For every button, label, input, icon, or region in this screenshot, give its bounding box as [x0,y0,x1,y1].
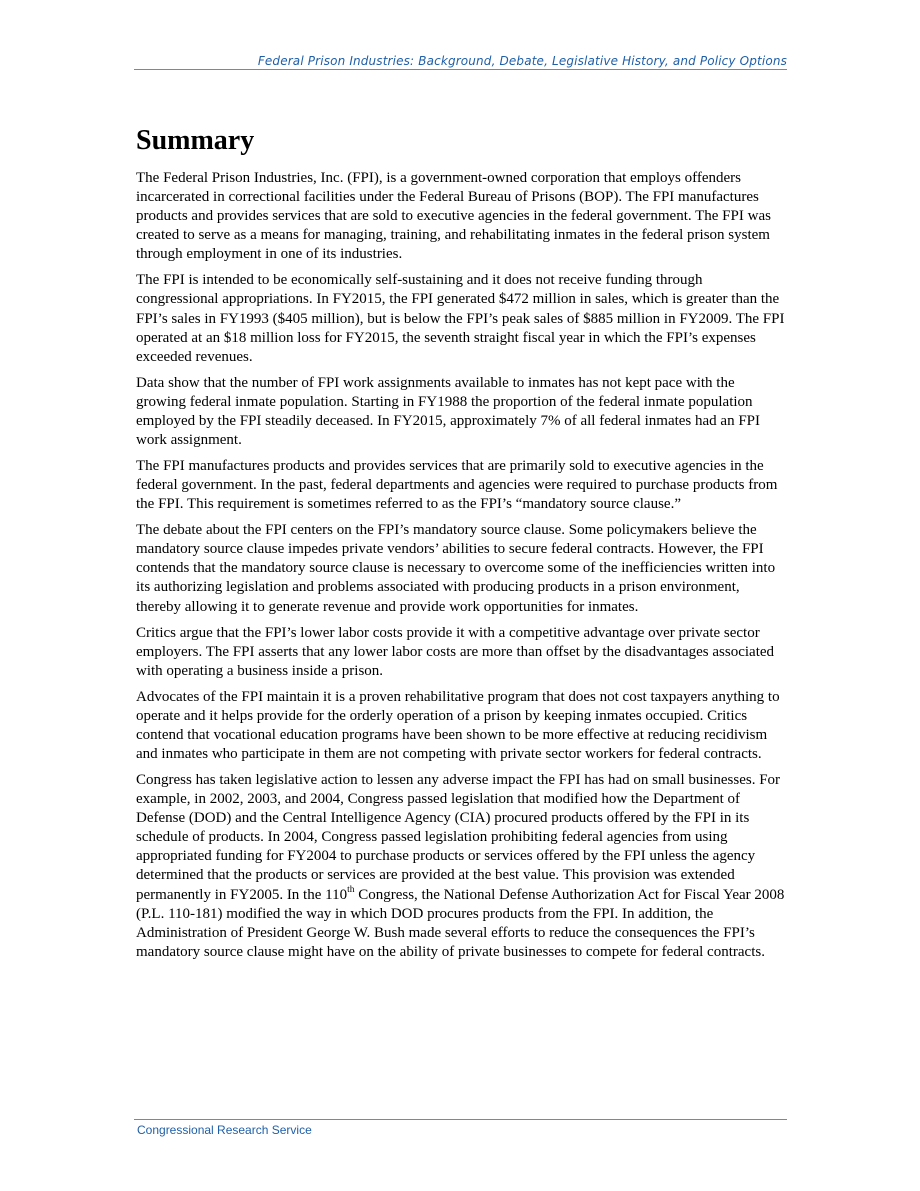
summary-paragraph-6: Critics argue that the FPI’s lower labor costs provide it with a competitive advantage over private sector employers. The FPI asserts that any lower labor costs are more than offset by the disadvantages associated with operating a business inside a prison. [136,624,775,679]
section-title: Summary [136,125,255,156]
summary-paragraph-2: The FPI is intended to be economically self-sustaining and it does not receive funding through congressional appropriations. In FY2015, the FPI generated $472 million in sales, which is greater than the FPI’s sales in FY1993 ($405 million), but is below the FPI’s peak sales of $885 million in FY2009. The FPI operated at an $18 million loss for FY2015, the seventh straight fiscal year in which the FPI’s expenses exceeded revenues. [136,272,785,365]
summary-paragraph-1: The Federal Prison Industries, Inc. (FPI), is a government-owned corporation that employs offenders incarcerated in correctional facilities under the Federal Bureau of Prisons (BOP). The FPI manufactures products and provides services that are sold to executive agencies in the federal government. The FPI was created to serve as a means for managing, training, and rehabilitating inmates in the federal prison system through employment in one of its industries. [136,170,771,263]
summary-paragraph-8 [136,771,788,962]
summary-paragraph-7: Advocates of the FPI maintain it is a proven rehabilitative program that does not cost taxpayers anything to operate and it helps provide for the orderly operation of a prison by keeping inmates occupied. Critics contend that vocational education programs have been shown to be more effective at reducing recidivism and inmates who participate in them are not competing with private sector workers for federal contracts. [136,688,780,762]
summary-paragraph-3: Data show that the number of FPI work assignments available to inmates has not kept pace with the growing federal inmate population. Starting in FY1988 the proportion of the federal inmate population employed by the FPI steadily deceased. In FY2015, approximately 7% of all federal inmates had an FPI work assignment. [136,374,761,448]
ordinal-superscript: th [347,884,355,895]
summary-paragraph-5: The debate about the FPI centers on the FPI’s mandatory source clause. Some policymakers believe the mandatory source clause impedes private vendors’ abilities to secure federal contracts. However, the FPI contends that the mandatory source clause is necessary to overcome some of the inefficiencies written into its authorizing legislation and problems associated with producing products in a prison environment, thereby allowing it to generate revenue and provide work opportunities for inmates. [136,522,776,615]
summary-paragraph-4: The FPI manufactures products and provides services that are primarily sold to executive agencies in the federal government. In the past, federal departments and agencies were required to purchase products from the FPI. This requirement is sometimes referred to as the FPI’s “mandatory source clause.” [136,457,778,513]
header-divider [134,69,787,70]
footer-divider [134,1119,787,1120]
running-header: Federal Prison Industries: Background, Debate, Legislative History, and Policy Options [257,54,787,68]
footer-publisher: Congressional Research Service [137,1123,312,1137]
paragraph-8-text-start: Congress has taken legislative action to lessen any adverse impact the FPI has had on small businesses. For example, in 2002, 2003, and 2004, Congress passed legislation that modified how the Department of Defense (DOD) and the Central Intelligence Agency (CIA) procured products offered by the FPI in its schedule of products. In 2004, Congress passed legislation prohibiting federal agencies from using appropriated funding for FY2004 to purchase products or services offered by the FPI unless the agency determined that the products or services are provided at the best value. This provision was extended permanently in FY2005. In the 110 [136,771,781,903]
paragraph-8-text-end: Congress, the National Defense Authorization Act for Fiscal Year 2008 (P.L. 110-181) modified the way in which DOD procures products from the FPI. In addition, the Administration of President George W. Bush made several efforts to reduce the consequences the FPI’s mandatory source clause might have on the ability of private businesses to compete for federal contracts. [136,886,785,960]
summary-body [136,169,788,969]
